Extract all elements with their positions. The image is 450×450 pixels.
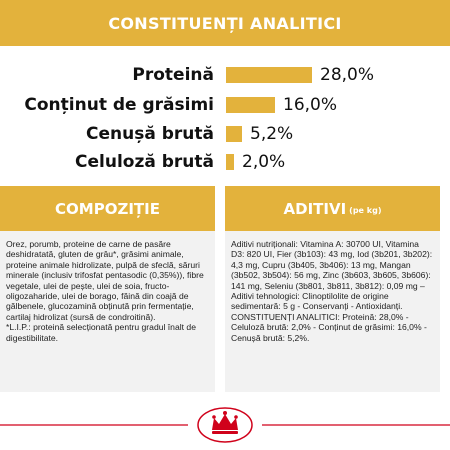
analytics-bar	[226, 97, 275, 113]
analytics-label: Proteină	[132, 65, 214, 85]
composition-text: Orez, porumb, proteine de carne de pasăre deshidratată, gluten de grâu*, grăsimi animale, proteine animale hidrolizate, pulpă de sfeclă, săruri minerale (inclusiv trifosfat pentasodic (0,35%)), fibre vegetale, ulei de pește, ulei de soia, fructo-oligozaharide, ulei de borago, făină din coajă de gălbenele, glucozamină obținută prin fermentație, cartilaj hidrolizat (sursă de condroitină).	[6, 239, 204, 322]
analytics-value: 5,2%	[250, 124, 294, 144]
composition-title: COMPOZIȚIE	[55, 199, 160, 218]
composition-header	[0, 186, 215, 231]
analytics-label: Conținut de grăsimi	[24, 95, 214, 115]
analytics-row-protein	[0, 62, 450, 88]
analytics-bar	[226, 154, 234, 170]
analytics-label: Cenușă brută	[86, 124, 214, 144]
additives-title: ADITIVI	[283, 199, 347, 218]
analytics-title: CONSTITUENȚI ANALITICI	[108, 13, 342, 33]
analytics-value: 16,0%	[283, 95, 338, 115]
analytics-chart	[0, 60, 450, 180]
royal-canin-crown-logo	[196, 404, 254, 444]
analytics-value: 28,0%	[320, 65, 375, 85]
composition-note: *L.I.P.: proteină selecționată pentru gradul înalt de digestibilitate.	[6, 322, 196, 343]
analytics-row-fat	[0, 92, 450, 118]
additives-body	[225, 231, 440, 343]
analytics-bar	[226, 126, 242, 142]
analytics-bar	[226, 67, 312, 83]
additives-panel	[225, 186, 440, 392]
composition-panel	[0, 186, 215, 392]
additives-subtitle: (pe kg)	[349, 206, 382, 215]
analytics-row-ash	[0, 121, 450, 147]
additives-text: Aditivi nutriționali: Vitamina A: 30700 UI, Vitamina D3: 820 UI, Fier (3b103): 43 mg, Iod (3b201, 3b202): 4,3 mg, Cupru (3b405, 3b406): 13 mg, Mangan (3b502, 3b504): 56 mg, Zinc (3b603, 3b605, 3b606): 141 mg, Seleniu (3b801, 3b811, 3b812): 0,09 mg – Aditivi tehnologici: Clinoptilolite de origine sedimentară: 5 g - Conservanți - Antioxidanți. CONSTITUENȚI ANALITICI: Proteină: 28,0% - Celuloză brută: 2,0% - Conținut de grăsimi: 16,0% - Cenușă brută: 5,2%.	[231, 239, 433, 343]
composition-body	[0, 231, 215, 343]
analytics-value: 2,0%	[242, 152, 286, 172]
analytics-header	[0, 0, 450, 46]
analytics-label: Celuloză brută	[75, 152, 214, 172]
additives-header	[225, 186, 440, 231]
analytics-row-fiber	[0, 149, 450, 175]
